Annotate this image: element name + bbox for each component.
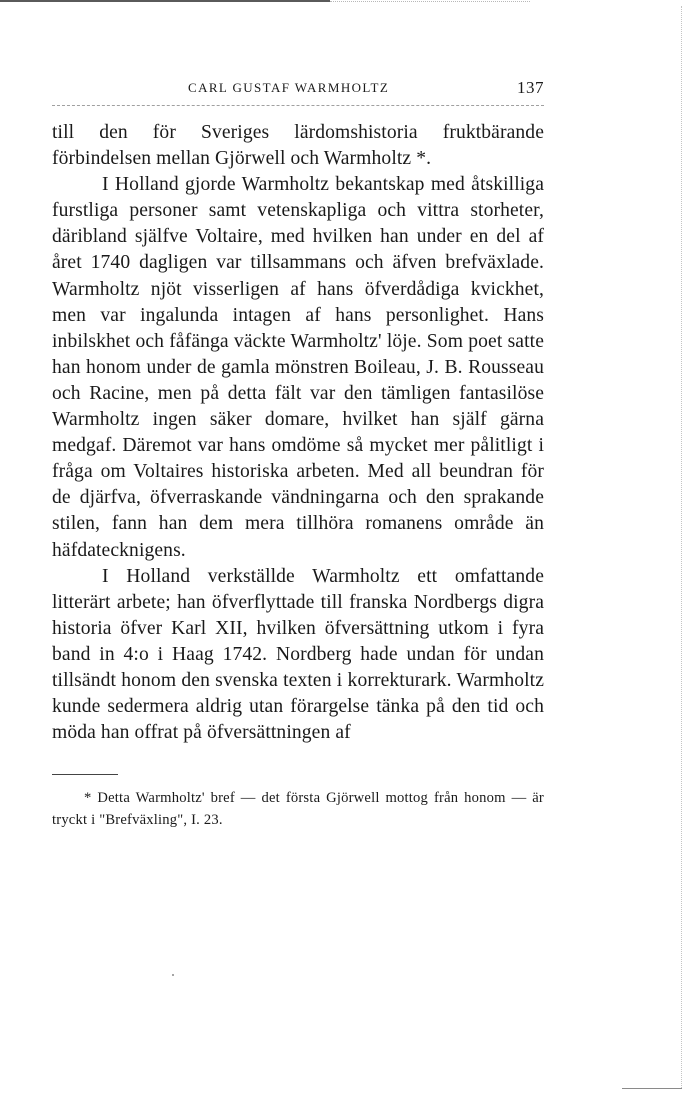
paragraph: I Holland gjorde Warmholtz bekantskap med åtskilliga furstliga personer samt vetenskapliga och vittra storheter, däribland själfve Voltaire, med hvilken han under en del af året 1740 dagligen var tillsammans och äfven brefväxlade. Warmholtz njöt visserligen af hans öfverdådiga kvickhet, men var ingalunda intagen af hans personlighet. Hans inbilskhet och fåfänga väckte Warmholtz' löje. Som poet satte han honom under de gamla mönstren Boileau, J. B. Rousseau och Racine, men på detta fält var den tämligen fantasilöse Warmholtz ingen säker domare, hvilket han själf gärna medgaf. Däremot var hans omdöme så mycket mer pålitligt i fråga om Voltaires historiska arbeten. Med all beundran för de djärfva, öfverraskande vändningarna och den sprakande stilen, fann han dem mera tillhöra romanens område än häfdatecknigens. — [52, 174, 544, 561]
scan-edge-top-dotted — [330, 1, 530, 2]
scan-edge-bottom — [622, 1088, 682, 1089]
footnote-rule — [52, 774, 118, 775]
footnotes — [52, 787, 544, 831]
body-text — [52, 120, 544, 746]
book-page — [52, 78, 544, 831]
scan-speck — [172, 974, 174, 976]
page-number: 137 — [517, 78, 544, 97]
scan-edge-right — [681, 6, 682, 1088]
running-title: CARL GUSTAF WARMHOLTZ — [188, 80, 390, 95]
paragraph-continuation: till den för Sveriges lärdomshistoria fruktbärande förbindelsen mellan Gjörwell och Warmholtz *. — [52, 122, 544, 170]
running-head — [52, 78, 544, 102]
paragraph: I Holland verkställde Warmholtz ett omfattande litterärt arbete; han öfverflyttade till franska Nordbergs digra historia öfver Karl XII, hvilken öfversättning utkom i fyra band in 4:o i Haag 1742. Nordberg hade undan för undan tillsändt honom den svenska texten i korrekturark. Warmholtz kunde sedermera aldrig utan förargelse tänka på den tid och möda han offrat på öfversättningen af — [52, 565, 544, 744]
header-rule — [52, 105, 544, 106]
footnote: * Detta Warmholtz' bref — det första Gjörwell mottog från honom — är tryckt i "Brefväxling", I. 23. — [52, 790, 544, 829]
scan-edge-top — [0, 0, 330, 2]
